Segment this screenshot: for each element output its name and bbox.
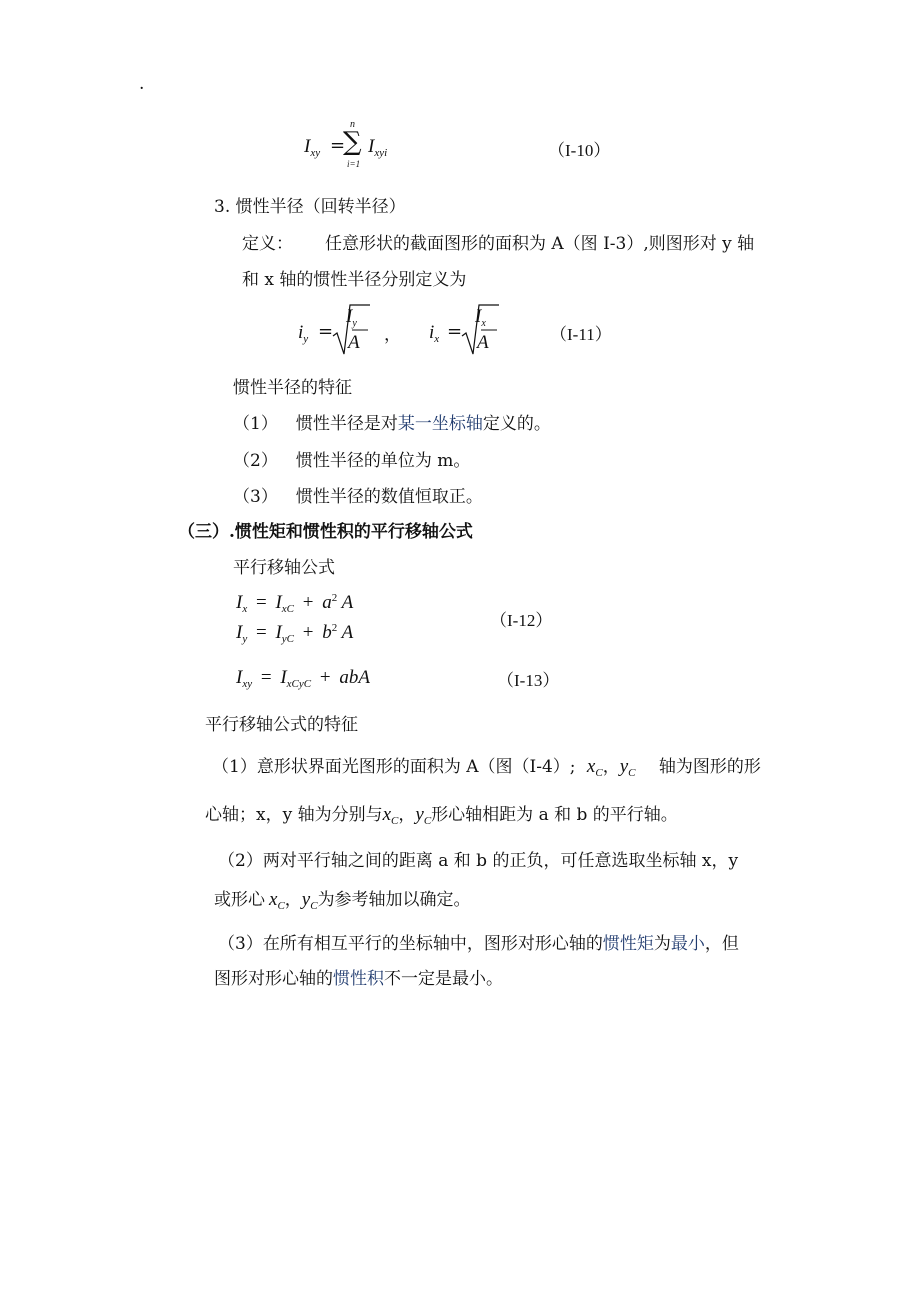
section-three-heading: （三）.惯性矩和惯性积的平行移轴公式: [178, 522, 473, 542]
eq12-number: （I-12）: [490, 611, 553, 630]
parallel-feature-2-line1: （2）两对平行轴之间的距离 a 和 b 的正负，可任意选取坐标轴 x，y: [218, 851, 739, 871]
parallel-feature-3-line1: （3）在所有相互平行的坐标轴中，图形对形心轴的惯性矩为最小，但: [218, 934, 739, 954]
eq12-line2: $I_y = I_{yC} + b^2$ A: [236, 622, 354, 645]
eq11-ix-den: A: [477, 332, 489, 353]
eq10-lhs: $I_{xy}$: [304, 136, 321, 159]
eq11-iy: $i_y$: [298, 322, 309, 345]
eq11-comma: ，: [384, 325, 401, 345]
eq10-equals: =: [330, 135, 346, 156]
parallel-feature-1-line2: 心轴；x，y 轴为分别与$x_C$，$y_C$形心轴相距为 a 和 b 的平行轴。: [205, 804, 678, 827]
parallel-formula-title: 平行移轴公式: [233, 558, 335, 578]
parallel-features-title: 平行移轴公式的特征: [205, 715, 358, 735]
eq11-equals-2: =: [447, 321, 463, 342]
eq11-ix-num: $I_x$: [475, 306, 486, 329]
eq11-ix: $i_x$: [429, 322, 440, 345]
eq10-sum-top: n: [350, 119, 355, 130]
eq11-iy-den: A: [348, 332, 360, 353]
eq10-number: （I-10）: [548, 141, 611, 160]
page-dot: .: [139, 74, 145, 94]
highlight-text: 最小: [670, 934, 705, 954]
highlight-text: 惯性积: [333, 969, 384, 989]
radius-features-title: 惯性半径的特征: [233, 378, 352, 398]
eq11-equals-1: =: [318, 321, 334, 342]
radius-feature-1: （1） 惯性半径是对某一坐标轴定义的。: [233, 414, 551, 434]
parallel-feature-1-line1: （1）意形状界面光图形的面积为 A（图（I-4）; $x_C$，$y_C$ 轴为图形的形: [212, 756, 761, 779]
radius-feature-3: （3） 惯性半径的数值恒取正。: [233, 487, 483, 507]
highlight-text: 某一坐标轴: [397, 414, 483, 434]
eq10-sum-symbol: ∑: [343, 127, 362, 157]
definition-label: 定义：: [242, 234, 293, 254]
parallel-feature-3-line2: 图形对形心轴的惯性积不一定是最小。: [214, 969, 503, 989]
definition-text-2: 和 x 轴的惯性半径分别定义为: [242, 270, 467, 290]
eq13: $I_{xy} = I_{xCyC}$ + abA: [236, 667, 370, 690]
eq12-line1: $I_x = I_{xC} + a^2$ A: [236, 592, 354, 615]
highlight-text: 惯性矩: [602, 934, 654, 954]
section3-heading: 3. 惯性半径（回转半径）: [214, 197, 406, 217]
eq11-number: （I-11）: [550, 325, 612, 344]
eq13-number: （I-13）: [497, 671, 560, 690]
radius-feature-2: （2） 惯性半径的单位为 m。: [233, 451, 471, 471]
parallel-feature-2-line2: 或形心 $x_C$，$y_C$为参考轴加以确定。: [214, 889, 471, 912]
eq10-sum-bottom: i=1: [347, 159, 361, 169]
definition-text-1: 任意形状的截面图形的面积为 A（图 I-3）,则图形对 y 轴: [325, 234, 755, 254]
eq11-iy-num: $I_y$: [346, 306, 357, 329]
eq10-term: $I_{xyi}$: [368, 136, 388, 159]
